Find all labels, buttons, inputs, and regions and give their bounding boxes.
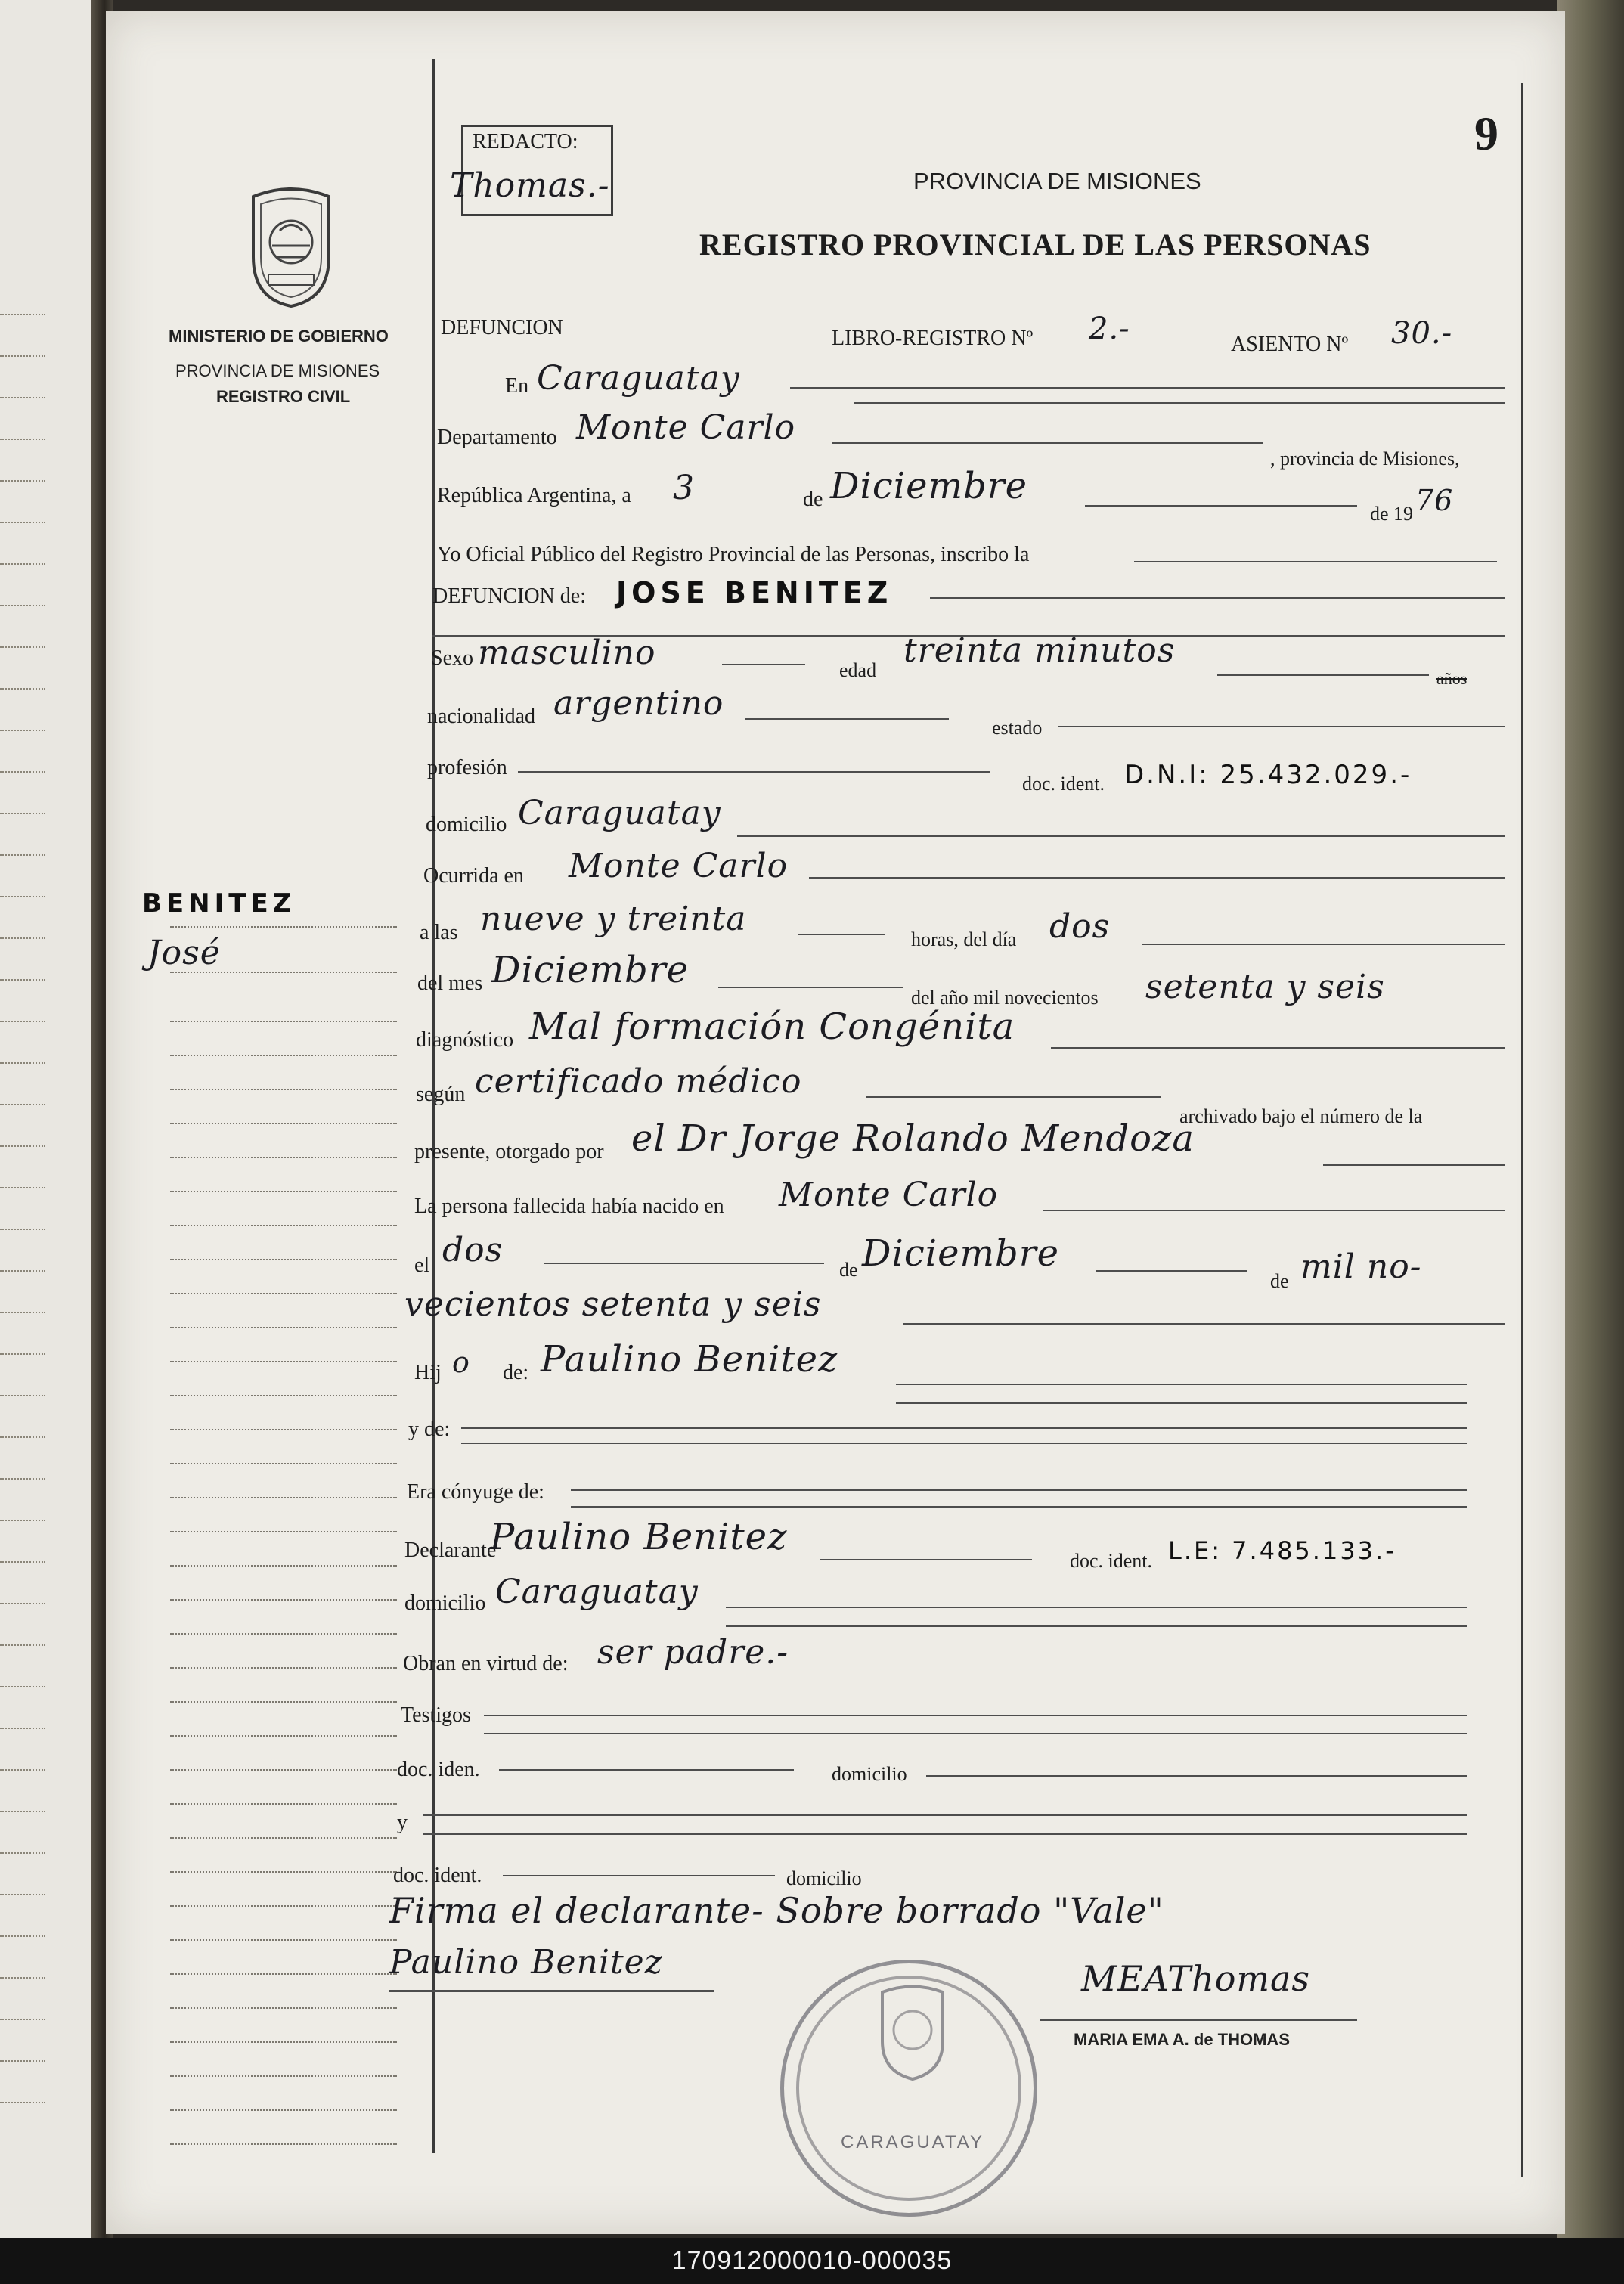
archivado-text: archivado bajo el número de la bbox=[1179, 1105, 1423, 1127]
nacionalidad-label: nacionalidad bbox=[427, 705, 536, 728]
decl-domicilio-label: domicilio bbox=[404, 1591, 486, 1615]
testigos-label: Testigos bbox=[401, 1703, 471, 1727]
provincia-text: , provincia de Misiones, bbox=[1270, 448, 1460, 470]
book-cover-edge bbox=[1557, 0, 1624, 2238]
province-title: PROVINCIA DE MISIONES bbox=[913, 168, 1201, 194]
presente-label: presente, otorgado por bbox=[414, 1140, 604, 1164]
image-id-footer: 170912000010-000035 bbox=[0, 2238, 1624, 2284]
t-domicilio-label: domicilio bbox=[832, 1763, 907, 1785]
nac-de-label: de bbox=[839, 1259, 858, 1281]
domicilio-label: domicilio bbox=[426, 813, 507, 836]
page-number: 9 bbox=[1474, 107, 1498, 160]
dia-value: dos bbox=[1049, 907, 1111, 946]
nac-mes-value: Diciembre bbox=[862, 1232, 1060, 1275]
nac-ano-value-1: mil no- bbox=[1300, 1247, 1422, 1286]
hijo-suffix: o bbox=[452, 1346, 470, 1379]
sexo-label: Sexo bbox=[431, 646, 473, 670]
hijo-label: Hij bbox=[414, 1361, 442, 1384]
month-value: Diciembre bbox=[830, 465, 1028, 507]
asiento-value: 30.- bbox=[1391, 316, 1453, 351]
padre-value: Paulino Benitez bbox=[541, 1338, 838, 1381]
el-label: el bbox=[414, 1254, 430, 1277]
redacto-value: Thomas.- bbox=[450, 166, 610, 205]
decl-domicilio-value: Caraguatay bbox=[495, 1573, 699, 1611]
day-value: 3 bbox=[673, 469, 695, 507]
a-las-label: a las bbox=[420, 921, 458, 944]
republica-label: República Argentina, a bbox=[437, 484, 631, 507]
nac-dia-value: dos bbox=[442, 1231, 504, 1269]
ministry-line-1: MINISTERIO DE GOBIERNO bbox=[169, 327, 389, 346]
ano-value: setenta y seis bbox=[1145, 968, 1385, 1006]
estado-label: estado bbox=[992, 717, 1043, 739]
doc-ident-label: doc. ident. bbox=[1022, 773, 1105, 795]
segun-value: certificado médico bbox=[475, 1062, 802, 1101]
stamp-seal-icon bbox=[856, 1973, 969, 2087]
ocurrida-label: Ocurrida en bbox=[423, 864, 524, 888]
profesion-label: profesión bbox=[427, 756, 507, 779]
sexo-value: masculino bbox=[478, 634, 656, 672]
margin-given-name: José bbox=[147, 934, 221, 972]
oficial-text: Yo Oficial Público del Registro Provincial de las Personas, inscribo la bbox=[437, 543, 1030, 566]
departamento-value: Monte Carlo bbox=[576, 408, 796, 447]
province-seal-icon bbox=[238, 185, 344, 310]
obran-value: ser padre.- bbox=[597, 1633, 789, 1672]
deceased-name: JOSE BENITEZ bbox=[616, 576, 893, 609]
ministry-line-2: PROVINCIA DE MISIONES bbox=[175, 361, 380, 380]
nacido-label: La persona fallecida había nacido en bbox=[414, 1195, 724, 1218]
stamp-text: CARAGUATAY bbox=[841, 2132, 985, 2152]
domicilio-value: Caraguatay bbox=[518, 794, 721, 832]
y-de-label: y de: bbox=[408, 1418, 451, 1441]
declarante-doc-label: doc. ident. bbox=[1070, 1550, 1153, 1572]
year-value: 76 bbox=[1415, 484, 1454, 517]
conyuge-label: Era cónyuge de: bbox=[407, 1480, 544, 1504]
del-ano-label: del año mil novecientos bbox=[911, 987, 1099, 1009]
doc-ident-value: D.N.I: 25.432.029.- bbox=[1124, 760, 1412, 790]
edad-value: treinta minutos bbox=[903, 631, 1176, 670]
nacido-value: Monte Carlo bbox=[779, 1176, 999, 1214]
nacionalidad-value: argentino bbox=[553, 684, 724, 723]
doc-ident2-label: doc. ident. bbox=[393, 1864, 482, 1887]
ocurrida-value: Monte Carlo bbox=[569, 847, 789, 885]
oficial-name: MARIA EMA A. de THOMAS bbox=[1074, 2030, 1290, 2049]
nac-de2-label: de bbox=[1270, 1270, 1289, 1292]
obran-label: Obran en virtud de: bbox=[403, 1652, 569, 1675]
departamento-label: Departamento bbox=[437, 426, 557, 449]
presente-value: el Dr Jorge Rolando Mendoza bbox=[631, 1117, 1195, 1160]
ministry-line-3: REGISTRO CIVIL bbox=[216, 387, 351, 406]
del-mes-label: del mes bbox=[417, 972, 483, 995]
nac-ano-value-2: vecientos setenta y seis bbox=[404, 1285, 822, 1324]
defuncion-de-label: DEFUNCION de: bbox=[432, 584, 586, 608]
en-value: Caraguatay bbox=[537, 359, 740, 398]
mes-value: Diciembre bbox=[491, 949, 690, 991]
declarante-value: Paulino Benitez bbox=[490, 1516, 788, 1558]
declarante-label: Declarante bbox=[404, 1539, 497, 1562]
y-label: y bbox=[397, 1811, 408, 1834]
diagnostico-label: diagnóstico bbox=[416, 1028, 514, 1052]
declarante-doc-value: L.E: 7.485.133.- bbox=[1168, 1536, 1396, 1565]
diagnostico-value: Mal formación Congénita bbox=[529, 1006, 1015, 1048]
margin-surname: BENITEZ bbox=[142, 888, 296, 919]
de-label: de bbox=[803, 488, 823, 511]
redacto-label: REDACTO: bbox=[473, 130, 578, 153]
firma-text: Firma el declarante- Sobre borrado "Vale" bbox=[389, 1890, 1164, 1931]
edad-struck: años bbox=[1436, 669, 1467, 688]
asiento-label: ASIENTO Nº bbox=[1231, 333, 1349, 356]
firma-declarante: Paulino Benitez bbox=[389, 1943, 663, 1982]
horas-label: horas, del día bbox=[911, 928, 1017, 950]
a-las-value: nueve y treinta bbox=[480, 900, 747, 938]
hijo-de-label: de: bbox=[503, 1361, 529, 1384]
registry-title: REGISTRO PROVINCIAL DE LAS PERSONAS bbox=[699, 228, 1371, 262]
doc-iden-label: doc. iden. bbox=[397, 1758, 480, 1781]
en-label: En bbox=[505, 374, 529, 398]
left-facing-page bbox=[0, 0, 93, 2238]
record-type-label: DEFUNCION bbox=[441, 316, 563, 339]
edad-label: edad bbox=[839, 659, 877, 681]
libro-value: 2.- bbox=[1089, 311, 1130, 346]
right-border-line bbox=[1521, 83, 1523, 2177]
year-label: de 19 bbox=[1370, 503, 1414, 525]
firma-oficial: MEAThomas bbox=[1081, 1958, 1311, 1999]
segun-label: según bbox=[416, 1083, 466, 1106]
t-domicilio2-label: domicilio bbox=[786, 1867, 862, 1889]
libro-label: LIBRO-REGISTRO Nº bbox=[832, 327, 1034, 350]
